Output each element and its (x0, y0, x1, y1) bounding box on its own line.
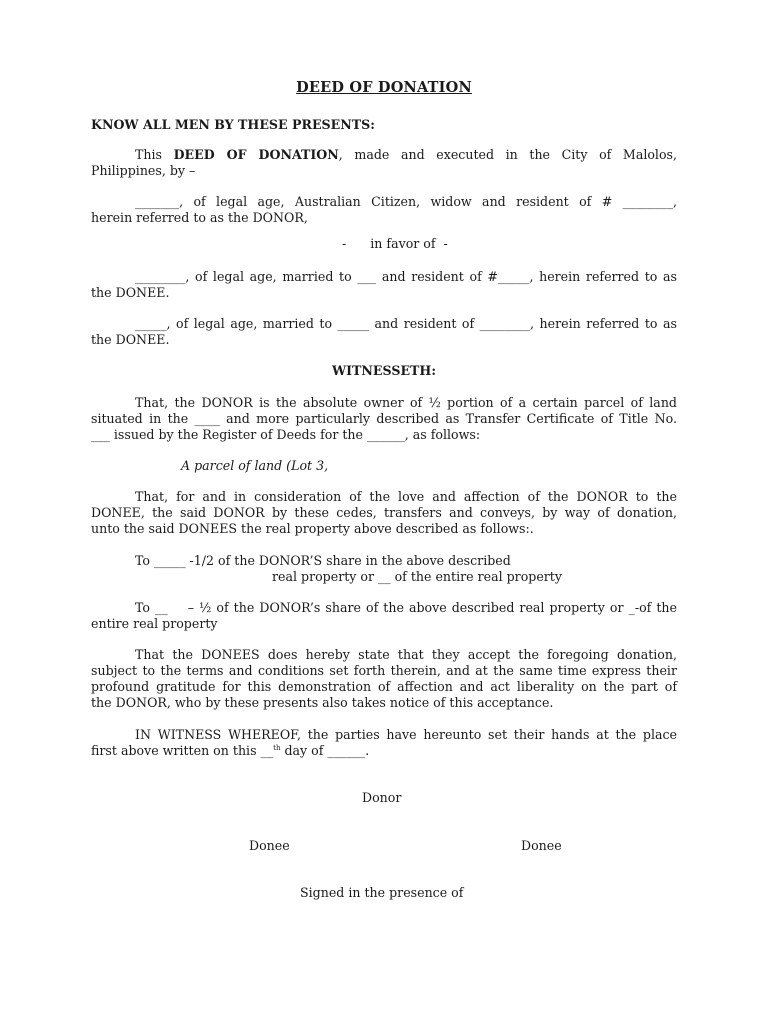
opening-line: KNOW ALL MEN BY THESE PRESENTS: (91, 117, 375, 132)
ownership-paragraph (91, 395, 677, 443)
consideration-line-1: That, for and in consideration of the love and affection of the DONOR to the (135, 489, 677, 504)
ownership-line-2: situated in the ____ and more particularly described as Transfer Certificate of Title No. (91, 411, 677, 426)
share-2-paragraph (91, 600, 677, 632)
donee-left-signature-label: Donee (249, 838, 290, 853)
acceptance-line-4: the DONOR, who by these presents also takes notice of this acceptance. (91, 695, 554, 710)
witness-line-2: first above written on this __$^{th}$ day of ______. (91, 743, 370, 758)
donee-1-line-2: the DONEE. (91, 285, 170, 300)
ownership-line-3: ___ issued by the Register of Deeds for the ______, as follows: (91, 427, 481, 442)
intro-deed-title: DEED OF DONATION (173, 147, 339, 162)
witnesseth-heading: WITNESSETH: (332, 363, 436, 378)
ordinal-suffix: th (273, 743, 281, 752)
share-2-line-2: entire real property (91, 616, 218, 631)
donee-2-line-2: the DONEE. (91, 332, 170, 347)
donee-right-signature-label: Donee (521, 838, 562, 853)
donee-1-line-1: ________, of legal age, married to ___ and resident of #_____, herein referred to as (135, 269, 677, 284)
donor-signature-label: Donor (362, 790, 402, 805)
share-1-line-2: real property or __ of the entire real property (272, 569, 562, 584)
consideration-line-3: unto the said DONEES the real property above described as follows:. (91, 521, 534, 536)
donee-1-paragraph (91, 269, 677, 301)
document-title: DEED OF DONATION (296, 79, 472, 96)
witness-presence-label: Signed in the presence of (300, 885, 464, 900)
witness-paragraph (91, 727, 677, 759)
acceptance-line-2: subject to the terms and conditions set forth therein, and at the same time express their (91, 663, 677, 678)
acceptance-line-1: That the DONEES does hereby state that they accept the foregoing donation, (135, 647, 677, 662)
ownership-line-1: That, the DONOR is the absolute owner of ½ portion of a certain parcel of land (135, 395, 677, 410)
intro-line-1: This DEED OF DONATION, made and executed in the City of Malolos, (135, 147, 678, 162)
donee-2-paragraph (91, 316, 677, 348)
share-2-line-1: To __ – ½ of the DONOR’s share of the above described real property or _-of the (135, 600, 677, 615)
consideration-paragraph (91, 489, 677, 537)
donor-line-1: _______, of legal age, Australian Citizen, widow and resident of # ________, (135, 194, 677, 209)
acceptance-line-3: profound gratitude for this demonstration of affection and act liberality on the part of (91, 679, 677, 694)
donee-2-line-1: _____, of legal age, married to _____ and resident of ________, herein referred to as (135, 316, 677, 331)
witness-line-1: IN WITNESS WHEREOF, the parties have hereunto set their hands at the place (135, 727, 677, 742)
intro-line-2: Philippines, by – (91, 163, 196, 178)
consideration-line-2: DONEE, the said DONOR by these cedes, transfers and conveys, by way of donation, (91, 505, 677, 520)
donor-line-2: herein referred to as the DONOR, (91, 210, 308, 225)
parcel-description: A parcel of land (Lot 3, (181, 458, 329, 473)
in-favor-of: - in favor of - (342, 236, 448, 251)
donor-paragraph (91, 194, 677, 226)
acceptance-paragraph (91, 647, 677, 711)
share-1-line-1: To _____ -1/2 of the DONOR’S share in the above described (135, 553, 511, 568)
intro-paragraph (91, 147, 677, 179)
